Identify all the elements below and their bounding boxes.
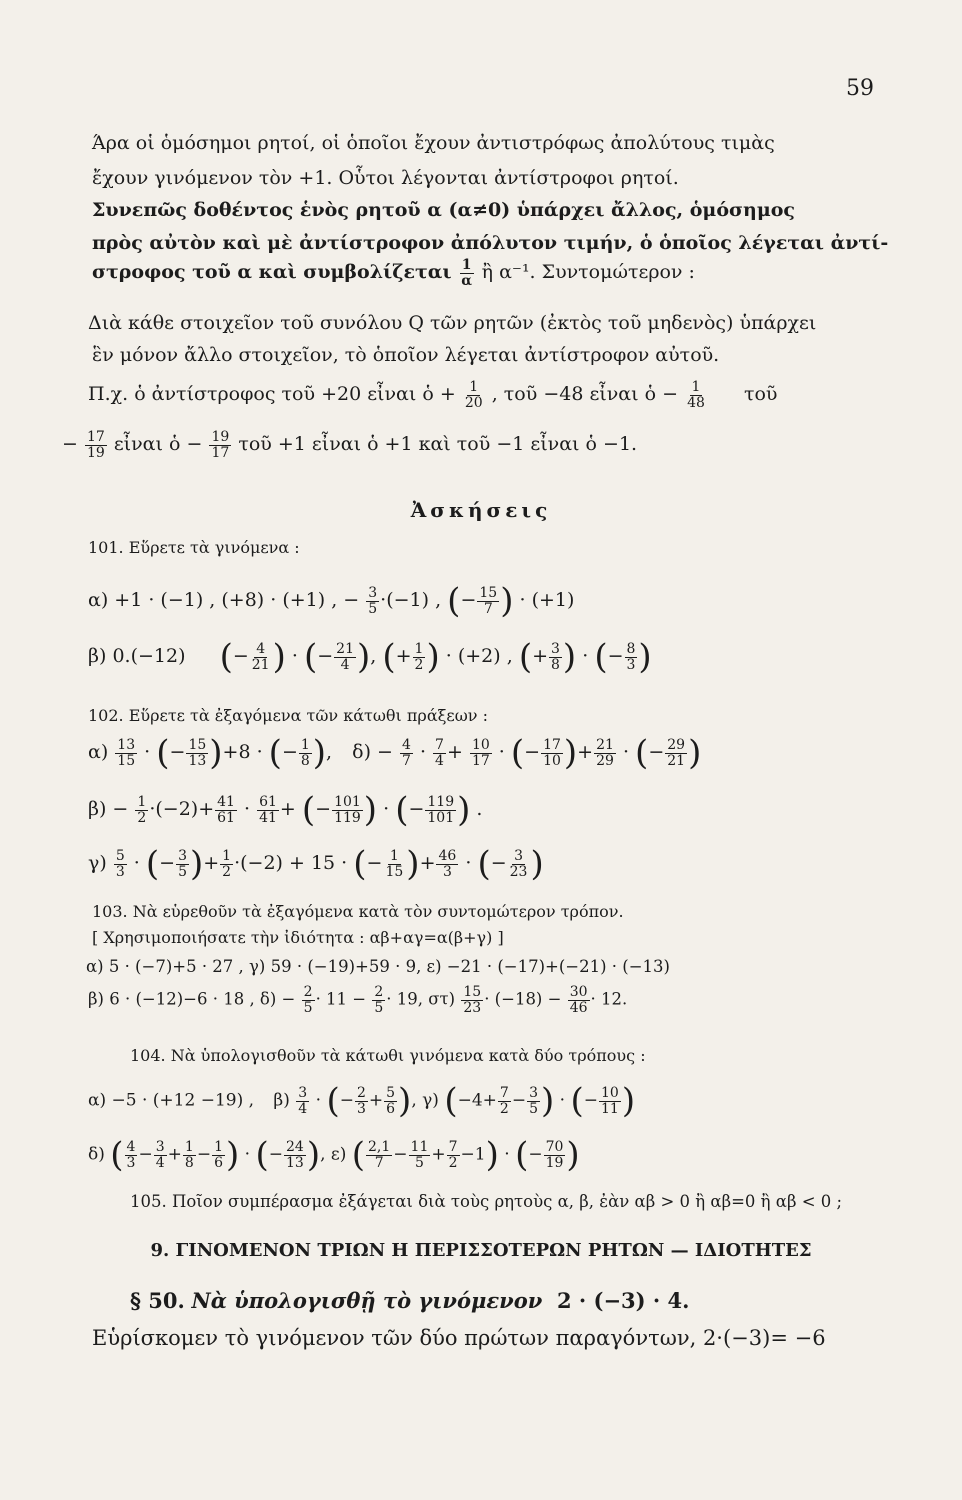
math-line: α) −5 · (+12 −19) , β) $\frac{3}{4}$ · (− $\frac{2}{3}$ + $\frac{5}{6}$ ), γ) (−4+ $\frac{7}{2}$ − $\frac{3}{5}$ ) · (− $\frac{10}{11}$ ) xyxy=(88,1081,636,1121)
section-expression: 2 · (−3) · 4. xyxy=(556,1288,690,1313)
fraction: $\frac{46}{3}$ xyxy=(438,847,457,880)
fraction: $\frac{1}{20}$ xyxy=(464,379,483,411)
text: τοῦ +1 εἶναι ὁ +1 καὶ τοῦ −1 εἶναι ὁ −1. xyxy=(238,433,638,456)
exercises-heading: Ἀσκήσεις xyxy=(410,498,552,522)
text: Π.χ. ὁ ἀντίστροφος τοῦ +20 εἶναι ὁ + xyxy=(88,383,456,406)
text: − xyxy=(62,433,78,456)
math-line: β) 6 · (−12)−6 · 18 , δ) − $\frac{2}{5}$ · 11 − $\frac{2}{5}$ · 19, στ) $\frac{15}{23}$ · (−18) − $\frac{30}{46}$ · 12. xyxy=(88,984,628,1016)
fraction: $\frac{2,1}{7}$ xyxy=(368,1138,391,1171)
fraction: $\frac{17}{19}$ xyxy=(86,429,105,461)
fraction: $\frac{101}{119}$ xyxy=(334,793,361,826)
fraction: $\frac{1}{\alpha}$ xyxy=(461,257,473,289)
exercise-title: 103. Νὰ εὑρεθοῦν τὰ ἐξαγόμενα κατὰ τὸν συντομώτερον τρόπον. xyxy=(92,902,624,921)
math-line: α) 5 · (−7)+5 · 27 , γ) 59 · (−19)+59 · 9, ε) −21 · (−17)+(−21) · (−13) xyxy=(86,957,670,976)
math-line: α) +1 · (−1) , (+8) · (+1) , − $\frac{3}{5}$ ·(−1) , (− $\frac{15}{7}$ ) · (+1) xyxy=(88,581,575,621)
fraction: $\frac{41}{61}$ xyxy=(217,793,235,826)
text-line: ἓν μόνον ἄλλο στοιχεῖον, τὸ ὁποῖον λέγεται ἀντίστροφον αὐτοῦ. xyxy=(92,344,720,366)
fraction: $\frac{7}{4}$ xyxy=(435,736,444,769)
fraction: $\frac{15}{7}$ xyxy=(479,584,498,617)
section-number: § 50. xyxy=(130,1288,185,1313)
fraction: $\frac{61}{41}$ xyxy=(259,793,277,826)
exercise-title: 101. Εὕρετε τὰ γινόμενα : xyxy=(88,538,300,557)
fraction: $\frac{3}{5}$ xyxy=(529,1084,538,1117)
fraction: $\frac{1}{2}$ xyxy=(414,640,424,673)
fraction: $\frac{10}{11}$ xyxy=(601,1084,619,1117)
fraction: $\frac{3}{8}$ xyxy=(551,640,560,673)
math-line: β) 0.(−12) (− $\frac{4}{21}$ ) · (− $\frac{21}{4}$ ), (+ $\frac{1}{2}$ ) · (+2) , (+ $\frac{3}{8}$ ) · (− $\frac{8}{3}$ ) xyxy=(88,637,652,677)
fraction: $\frac{3}{5}$ xyxy=(178,847,187,880)
text: ἢ α⁻¹. Συντομώτερον : xyxy=(481,261,695,284)
fraction: $\frac{3}{23}$ xyxy=(509,847,528,880)
math-line: β) − $\frac{1}{2}$ ·(−2)+ $\frac{41}{61}$ · $\frac{61}{41}$ + (− $\frac{101}{119}$ ) · (− $\frac{119}{101}$ ) . xyxy=(88,790,483,830)
fraction: $\frac{3}{4}$ xyxy=(155,1138,165,1171)
text-line xyxy=(88,380,777,410)
fraction: $\frac{2}{5}$ xyxy=(374,984,384,1016)
text-line: ἔχουν γινόμενον τὸν +1. Οὗτοι λέγονται ἀντίστροφοι ρητοί. xyxy=(92,167,679,189)
text: τοῦ xyxy=(743,383,778,406)
fraction: $\frac{1}{15}$ xyxy=(385,847,404,880)
fraction: $\frac{11}{5}$ xyxy=(410,1138,429,1171)
fraction: $\frac{7}{2}$ xyxy=(448,1138,458,1171)
page-number: 59 xyxy=(846,76,874,101)
fraction: $\frac{3}{4}$ xyxy=(298,1084,308,1117)
fraction: $\frac{119}{101}$ xyxy=(427,793,455,826)
exercise-hint: [ Χρησιμοποιήσατε τὴν ἰδιότητα : αβ+αγ=α(β+γ) ] xyxy=(92,928,504,947)
fraction: $\frac{17}{10}$ xyxy=(543,736,561,769)
fraction: $\frac{15}{23}$ xyxy=(463,984,482,1016)
fraction: $\frac{1}{2}$ xyxy=(222,847,232,880)
fraction: $\frac{30}{46}$ xyxy=(569,984,588,1016)
exercise-title: 104. Νὰ ὑπολογισθοῦν τὰ κάτωθι γινόμενα κατὰ δύο τρόπους : xyxy=(130,1046,646,1065)
fraction: $\frac{4}{7}$ xyxy=(402,736,411,769)
fraction: $\frac{19}{17}$ xyxy=(211,429,230,461)
fraction: $\frac{2}{3}$ xyxy=(356,1084,366,1117)
fraction: $\frac{70}{19}$ xyxy=(545,1138,564,1171)
text: εἶναι ὁ − xyxy=(113,433,203,456)
text-line: πρὸς αὐτὸν καὶ μὲ ἀντίστροφον ἀπόλυτον τιμήν, ὁ ὁποῖος λέγεται ἀντί- xyxy=(92,232,889,254)
fraction: $\frac{21}{29}$ xyxy=(596,736,614,769)
fraction: $\frac{5}{6}$ xyxy=(386,1084,396,1117)
fraction: $\frac{15}{13}$ xyxy=(188,736,207,769)
fraction: $\frac{3}{5}$ xyxy=(368,584,378,617)
fraction: $\frac{21}{4}$ xyxy=(336,640,354,673)
fraction: $\frac{1}{48}$ xyxy=(687,379,705,411)
math-line: α) $\frac{13}{15}$ · (− $\frac{15}{13}$ )+8 · (− $\frac{1}{8}$ ), δ) − $\frac{4}{7}$ · $\frac{7}{4}$ + $\frac{10}{17}$ · (− $\frac{17}{10}$ )+ $\frac{21}{29}$ · (− $\frac{29}{21}$ ) xyxy=(88,733,702,773)
text-line: Εὑρίσκομεν τὸ γινόμενον τῶν δύο πρώτων παραγόντων, 2·(−3)= −6 xyxy=(92,1326,826,1350)
text: , τοῦ −48 εἶναι ὁ − xyxy=(491,383,679,406)
fraction: $\frac{8}{3}$ xyxy=(626,640,636,673)
fraction: $\frac{1}{6}$ xyxy=(214,1138,223,1171)
section-title: 9. ΓΙΝΟΜΕΝΟΝ ΤΡΙΩΝ Η ΠΕΡΙΣΣΟΤΕΡΩΝ ΡΗΤΩΝ — ΙΔΙΟΤΗΤΕΣ xyxy=(150,1240,812,1261)
fraction: $\frac{1}{2}$ xyxy=(137,793,147,826)
fraction: $\frac{7}{2}$ xyxy=(499,1084,509,1117)
fraction: $\frac{4}{21}$ xyxy=(251,640,270,673)
section-text: Νὰ ὑπολογισθῇ τὸ γινόμενον xyxy=(191,1288,543,1313)
text-line: Συνεπῶς δοθέντος ἑνὸς ρητοῦ α (α≠0) ὑπάρχει ἄλλος, ὁμόσημος xyxy=(92,199,795,221)
fraction: $\frac{1}{8}$ xyxy=(184,1138,194,1171)
exercise-title: 102. Εὕρετε τὰ ἐξαγόμενα τῶν κάτωθι πράξεων : xyxy=(88,706,488,725)
math-line: δ) ( $\frac{4}{3}$ − $\frac{3}{4}$ + $\frac{1}{8}$ − $\frac{1}{6}$ ) · (− $\frac{24}{13}$ ), ε) ( $\frac{2,1}{7}$ − $\frac{11}{5}$ + $\frac{7}{2}$ −1) · (− $\frac{70}{19}$ ) xyxy=(88,1135,580,1175)
text: στροφος τοῦ α καὶ συμβολίζεται xyxy=(92,261,452,284)
exercise-title: 105. Ποῖον συμπέρασμα ἐξάγεται διὰ τοὺς ρητοὺς α, β, ἐὰν αβ > 0 ἢ αβ=0 ἢ αβ < 0 ; xyxy=(130,1192,843,1211)
fraction: $\frac{2}{5}$ xyxy=(303,984,313,1016)
fraction: $\frac{10}{17}$ xyxy=(471,736,490,769)
text-line xyxy=(62,430,637,460)
subsection-heading xyxy=(130,1288,689,1313)
text-line: Διὰ κάθε στοιχεῖον τοῦ συνόλου Q τῶν ρητῶν (ἐκτὸς τοῦ μηδενὸς) ὑπάρχει xyxy=(88,312,817,334)
fraction: $\frac{1}{8}$ xyxy=(300,736,310,769)
math-line: γ) $\frac{5}{3}$ · (− $\frac{3}{5}$ )+ $\frac{1}{2}$ ·(−2) + 15 · (− $\frac{1}{15}$ )+ $\frac{46}{3}$ · (− $\frac{3}{23}$ ) xyxy=(88,844,544,884)
fraction: $\frac{13}{15}$ xyxy=(117,736,136,769)
fraction: $\frac{4}{3}$ xyxy=(126,1138,136,1171)
text-line: Άρα οἱ ὁμόσημοι ρητοί, οἱ ὁποῖοι ἔχουν ἀντιστρόφως ἀπολύτους τιμὰς xyxy=(92,132,775,154)
fraction: $\frac{24}{13}$ xyxy=(285,1138,304,1171)
fraction: $\frac{29}{21}$ xyxy=(667,736,686,769)
text-line xyxy=(92,258,695,288)
fraction: $\frac{5}{3}$ xyxy=(115,847,125,880)
